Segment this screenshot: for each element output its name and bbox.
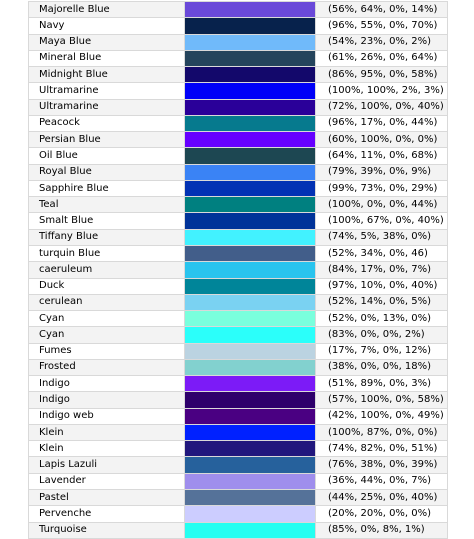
color-swatch: [185, 197, 316, 213]
color-swatch: [185, 376, 316, 392]
color-name: Lapis Lazuli: [29, 457, 185, 473]
color-swatch: [185, 50, 316, 66]
cmyk-value: (76%, 38%, 0%, 39%): [316, 457, 448, 473]
color-swatch: [185, 180, 316, 196]
color-swatch: [185, 441, 316, 457]
table-row: [29, 408, 448, 424]
table-row: [29, 229, 448, 245]
color-name: Indigo: [29, 392, 185, 408]
color-swatch: [185, 18, 316, 34]
color-name: Ultramarine: [29, 83, 185, 99]
cmyk-value: (85%, 0%, 8%, 1%): [316, 522, 448, 538]
color-name: Klein: [29, 424, 185, 440]
cmyk-value: (20%, 20%, 0%, 0%): [316, 506, 448, 522]
color-rows: [29, 2, 448, 539]
cmyk-value: (52%, 0%, 13%, 0%): [316, 311, 448, 327]
color-swatch: [185, 115, 316, 131]
table-row: [29, 343, 448, 359]
color-name: Pervenche: [29, 506, 185, 522]
color-swatch: [185, 294, 316, 310]
color-name: Frosted: [29, 359, 185, 375]
table-row: [29, 441, 448, 457]
color-swatch: [185, 164, 316, 180]
color-name: Mineral Blue: [29, 50, 185, 66]
table-row: [29, 294, 448, 310]
color-name: Royal Blue: [29, 164, 185, 180]
cmyk-value: (52%, 34%, 0%, 46): [316, 245, 448, 261]
color-name: Midnight Blue: [29, 67, 185, 83]
table-row: [29, 50, 448, 66]
color-name: Ultramarine: [29, 99, 185, 115]
color-name: Cyan: [29, 311, 185, 327]
color-name: Fumes: [29, 343, 185, 359]
cmyk-value: (64%, 11%, 0%, 68%): [316, 148, 448, 164]
table-row: [29, 132, 448, 148]
color-swatch: [185, 506, 316, 522]
color-name: Maya Blue: [29, 34, 185, 50]
table-row: [29, 213, 448, 229]
color-swatch: [185, 343, 316, 359]
table-row: [29, 245, 448, 261]
cmyk-value: (61%, 26%, 0%, 64%): [316, 50, 448, 66]
table-row: [29, 392, 448, 408]
color-swatch: [185, 327, 316, 343]
color-swatch: [185, 229, 316, 245]
table-row: [29, 99, 448, 115]
cmyk-value: (74%, 5%, 38%, 0%): [316, 229, 448, 245]
table-row: [29, 424, 448, 440]
table-row: [29, 506, 448, 522]
color-name: Majorelle Blue: [29, 2, 185, 18]
cmyk-value: (60%, 100%, 0%, 0%): [316, 132, 448, 148]
cmyk-value: (100%, 100%, 2%, 3%): [316, 83, 448, 99]
color-swatch: [185, 132, 316, 148]
cmyk-value: (100%, 67%, 0%, 40%): [316, 213, 448, 229]
color-name: Smalt Blue: [29, 213, 185, 229]
table-row: [29, 262, 448, 278]
color-name: Oil Blue: [29, 148, 185, 164]
cmyk-value: (44%, 25%, 0%, 40%): [316, 489, 448, 505]
color-swatch: [185, 213, 316, 229]
table-row: [29, 473, 448, 489]
cmyk-value: (52%, 14%, 0%, 5%): [316, 294, 448, 310]
cmyk-value: (100%, 0%, 0%, 44%): [316, 197, 448, 213]
color-name: Sapphire Blue: [29, 180, 185, 196]
table-row: [29, 197, 448, 213]
color-name: Pastel: [29, 489, 185, 505]
cmyk-value: (86%, 95%, 0%, 58%): [316, 67, 448, 83]
table-row: [29, 359, 448, 375]
cmyk-value: (96%, 55%, 0%, 70%): [316, 18, 448, 34]
cmyk-value: (38%, 0%, 0%, 18%): [316, 359, 448, 375]
table-row: [29, 18, 448, 34]
color-swatch: [185, 473, 316, 489]
cmyk-value: (72%, 100%, 0%, 40%): [316, 99, 448, 115]
cmyk-value: (97%, 10%, 0%, 40%): [316, 278, 448, 294]
table-row: [29, 148, 448, 164]
table-row: [29, 67, 448, 83]
color-swatch: [185, 408, 316, 424]
cmyk-value: (57%, 100%, 0%, 58%): [316, 392, 448, 408]
color-name: Lavender: [29, 473, 185, 489]
cmyk-value: (84%, 17%, 0%, 7%): [316, 262, 448, 278]
cmyk-value: (17%, 7%, 0%, 12%): [316, 343, 448, 359]
table-row: [29, 34, 448, 50]
cmyk-value: (42%, 100%, 0%, 49%): [316, 408, 448, 424]
table-row: [29, 115, 448, 131]
color-name: Cyan: [29, 327, 185, 343]
cmyk-value: (83%, 0%, 0%, 2%): [316, 327, 448, 343]
table-row: [29, 376, 448, 392]
table-row: [29, 2, 448, 18]
color-swatch: [185, 278, 316, 294]
cmyk-value: (79%, 39%, 0%, 9%): [316, 164, 448, 180]
table-row: [29, 311, 448, 327]
color-swatch: [185, 392, 316, 408]
color-name: caeruleum: [29, 262, 185, 278]
color-name: Indigo: [29, 376, 185, 392]
table-row: [29, 180, 448, 196]
cmyk-value: (56%, 64%, 0%, 14%): [316, 2, 448, 18]
table-row: [29, 489, 448, 505]
cmyk-value: (36%, 44%, 0%, 7%): [316, 473, 448, 489]
color-name: Persian Blue: [29, 132, 185, 148]
cmyk-value: (54%, 23%, 0%, 2%): [316, 34, 448, 50]
table-row: [29, 522, 448, 538]
color-name: Navy: [29, 18, 185, 34]
color-swatch: [185, 83, 316, 99]
color-swatch: [185, 424, 316, 440]
color-swatch: [185, 99, 316, 115]
color-table: [28, 1, 448, 539]
table-row: [29, 278, 448, 294]
color-swatch: [185, 262, 316, 278]
table-row: [29, 164, 448, 180]
color-name: Duck: [29, 278, 185, 294]
color-swatch: [185, 311, 316, 327]
color-swatch: [185, 522, 316, 538]
color-name: Peacock: [29, 115, 185, 131]
cmyk-value: (99%, 73%, 0%, 29%): [316, 180, 448, 196]
color-swatch: [185, 457, 316, 473]
color-swatch: [185, 489, 316, 505]
color-swatch: [185, 148, 316, 164]
color-swatch: [185, 2, 316, 18]
cmyk-value: (100%, 87%, 0%, 0%): [316, 424, 448, 440]
cmyk-value: (51%, 89%, 0%, 3%): [316, 376, 448, 392]
color-name: Teal: [29, 197, 185, 213]
color-name: Turquoise: [29, 522, 185, 538]
color-name: Klein: [29, 441, 185, 457]
color-swatch: [185, 34, 316, 50]
color-name: Tiffany Blue: [29, 229, 185, 245]
table-row: [29, 327, 448, 343]
cmyk-value: (96%, 17%, 0%, 44%): [316, 115, 448, 131]
cmyk-value: (74%, 82%, 0%, 51%): [316, 441, 448, 457]
color-name: turquin Blue: [29, 245, 185, 261]
color-name: Indigo web: [29, 408, 185, 424]
table-row: [29, 83, 448, 99]
color-swatch: [185, 245, 316, 261]
color-name: cerulean: [29, 294, 185, 310]
color-swatch: [185, 67, 316, 83]
table-row: [29, 457, 448, 473]
color-swatch: [185, 359, 316, 375]
